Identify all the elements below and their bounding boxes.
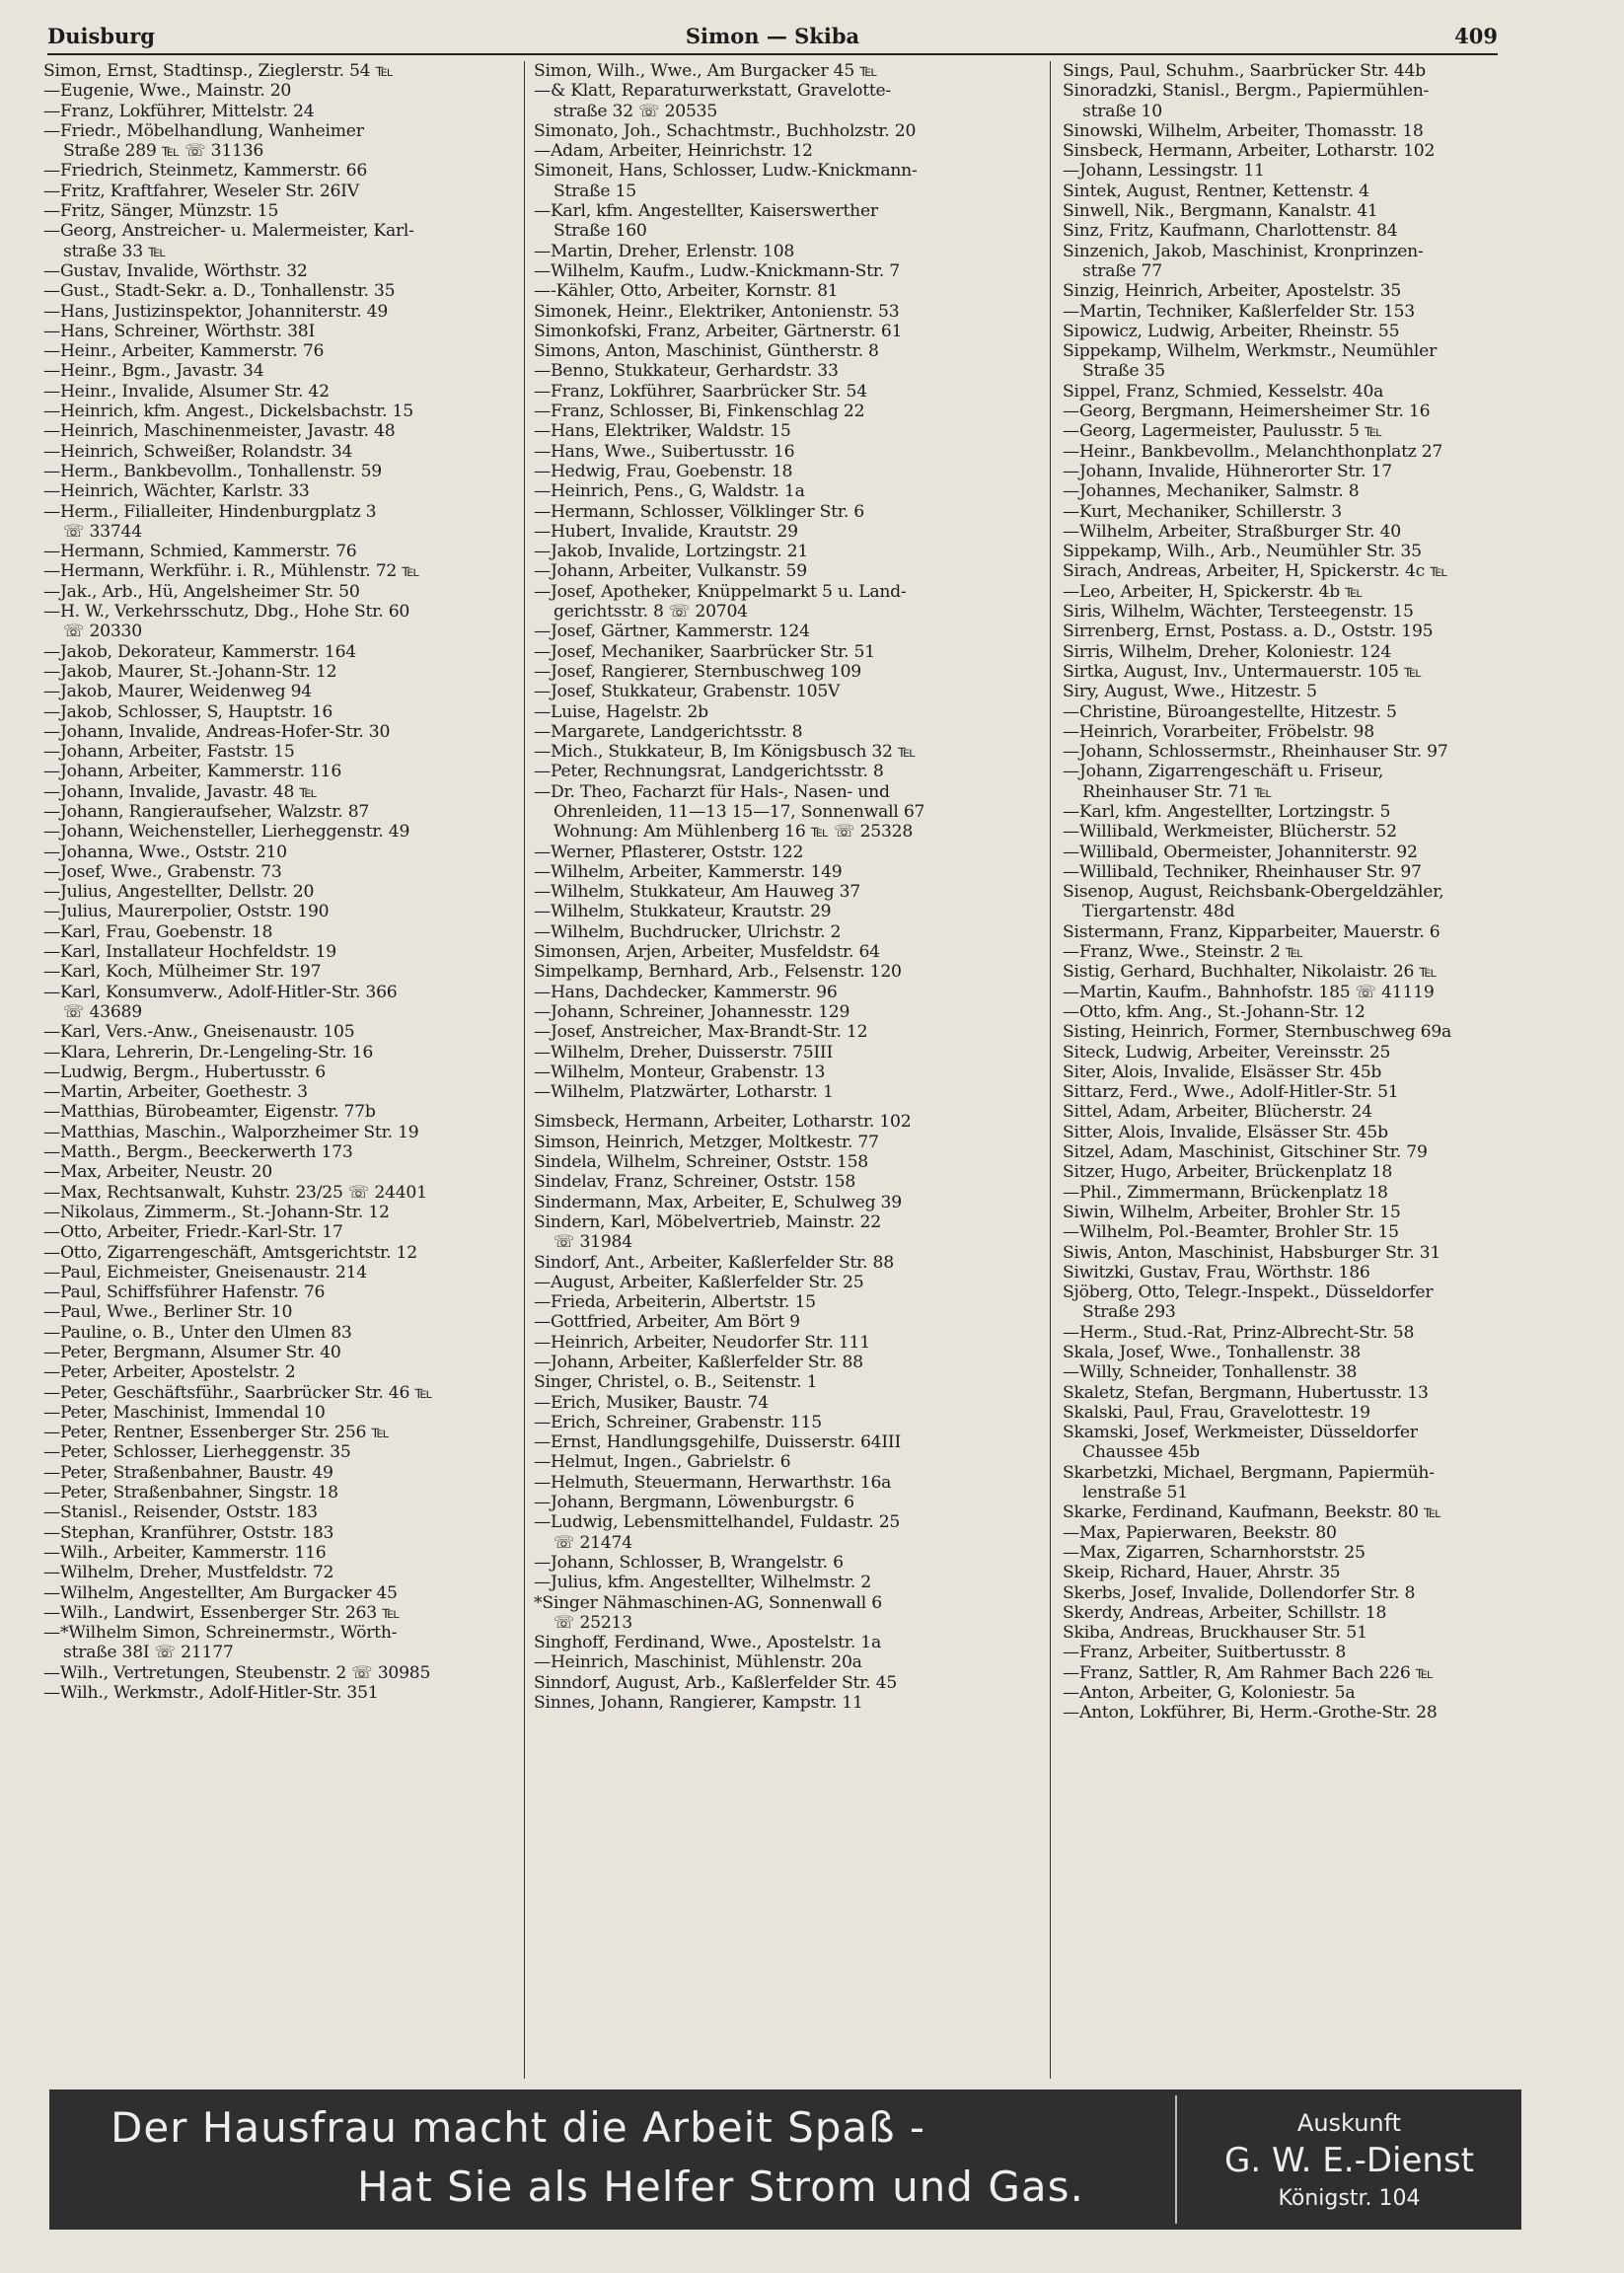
directory-entry: Sinz, Fritz, Kaufmann, Charlottenstr. 84	[1063, 221, 1398, 242]
directory-entry: —Karl, Koch, Mülheimer Str. 197	[43, 962, 322, 983]
directory-entry: —Willy, Schneider, Tonhallenstr. 38	[1063, 1362, 1358, 1383]
directory-entry: —Fritz, Kraftfahrer, Weseler Str. 26IV	[43, 181, 359, 201]
directory-entry: —Josef, Mechaniker, Saarbrücker Str. 51	[534, 641, 875, 662]
directory-entry: *Singer Nähmaschinen-AG, Sonnenwall 6	[534, 1592, 882, 1613]
directory-entry: —Hermann, Schlosser, Völklinger Str. 6	[534, 501, 864, 522]
directory-entry: —Stephan, Kranführer, Oststr. 183	[43, 1522, 334, 1543]
directory-entry: —Herm., Filialleiter, Hindenburgplatz 3	[43, 501, 377, 522]
column-divider	[524, 61, 525, 2079]
directory-entry: —Willibald, Obermeister, Johanniterstr. 92	[1063, 842, 1418, 862]
directory-entry: Sinsbeck, Hermann, Arbeiter, Lotharstr. 102	[1063, 141, 1436, 162]
directory-entry: Sittarz, Ferd., Wwe., Adolf-Hitler-Str. 51	[1063, 1082, 1399, 1103]
advertisement-banner	[49, 2090, 1521, 2230]
directory-entry: Simonsen, Arjen, Arbeiter, Musfeldstr. 64	[534, 942, 880, 963]
ad-slogan-line-1: Der Hausfrau macht die Arbeit Spaß -	[111, 2103, 926, 2152]
directory-entry: —H. W., Verkehrsschutz, Dbg., Hohe Str. 60	[43, 602, 410, 623]
directory-entry: —Mich., Stukkateur, B, Im Königsbusch 32 ℡	[534, 742, 917, 763]
directory-entry: Sinwell, Nik., Bergmann, Kanalstr. 41	[1063, 201, 1378, 222]
directory-entry: —Luise, Hagelstr. 2b	[534, 701, 708, 722]
directory-entry: Simon, Ernst, Stadtinsp., Zieglerstr. 54 ℡	[43, 61, 394, 81]
directory-entry-continuation: ☏ 43689	[63, 1001, 142, 1022]
directory-entry: —Jakob, Schlosser, S, Hauptstr. 16	[43, 701, 333, 722]
directory-entry: —Wilhelm, Arbeiter, Kammerstr. 149	[534, 861, 843, 882]
directory-entry: —Franz, Sattler, R, Am Rahmer Bach 226 ℡	[1063, 1662, 1434, 1683]
directory-entry: Sings, Paul, Schuhm., Saarbrücker Str. 44b	[1063, 61, 1426, 81]
directory-entry-continuation: Straße 293	[1082, 1302, 1176, 1323]
directory-entry: Sitzer, Hugo, Arbeiter, Brückenplatz 18	[1063, 1162, 1393, 1183]
directory-entry: —Stanisl., Reisender, Oststr. 183	[43, 1503, 318, 1523]
directory-entry: —Gust., Stadt-Sekr. a. D., Tonhallenstr. 35	[43, 281, 396, 302]
directory-entry: Siwis, Anton, Maschinist, Habsburger Str. 31	[1063, 1242, 1441, 1263]
directory-entry: Siry, August, Wwe., Hitzestr. 5	[1063, 682, 1317, 702]
directory-entry: —Hans, Dachdecker, Kammerstr. 96	[534, 982, 838, 1002]
header-name-range: Simon — Skiba	[685, 24, 860, 48]
directory-entry: —Wilh., Arbeiter, Kammerstr. 116	[43, 1542, 327, 1563]
directory-entry: Skerbs, Josef, Invalide, Dollendorfer Str. 8	[1063, 1582, 1416, 1603]
directory-entry-continuation: Tiergartenstr. 48d	[1082, 902, 1235, 922]
directory-entry: Sindern, Karl, Möbelvertrieb, Mainstr. 22	[534, 1211, 881, 1232]
column-divider	[1050, 61, 1051, 2079]
directory-entry-continuation: lenstraße 51	[1082, 1483, 1188, 1503]
directory-entry: —Jak., Arb., Hü, Angelsheimer Str. 50	[43, 581, 360, 602]
directory-entry: —Max, Papierwaren, Beekstr. 80	[1063, 1522, 1337, 1543]
directory-entry-continuation: ☏ 20330	[63, 622, 142, 642]
directory-entry: —Franz, Wwe., Steinstr. 2 ℡	[1063, 942, 1304, 963]
directory-entry: —Heinrich, Maschinenmeister, Javastr. 48	[43, 421, 396, 442]
directory-entry: —Franz, Arbeiter, Suitbertusstr. 8	[1063, 1643, 1347, 1663]
directory-entry-continuation: straße 32 ☏ 20535	[554, 101, 718, 121]
directory-entry: —Ernst, Handlungsgehilfe, Duisserstr. 64III	[534, 1432, 901, 1453]
directory-entry: —Kurt, Mechaniker, Schillerstr. 3	[1063, 501, 1342, 522]
directory-entry: Sinzig, Heinrich, Arbeiter, Apostelstr. 35	[1063, 281, 1402, 302]
directory-entry-continuation: ☏ 31984	[554, 1232, 632, 1253]
directory-entry: —Christine, Büroangestellte, Hitzestr. 5	[1063, 701, 1397, 722]
directory-entry: Skeip, Richard, Hauer, Ahrstr. 35	[1063, 1563, 1341, 1583]
directory-entry: —Josef, Rangierer, Sternbuschweg 109	[534, 661, 861, 682]
directory-entry: —Franz, Lokführer, Mittelstr. 24	[43, 101, 315, 121]
directory-entry: —Johann, Arbeiter, Kammerstr. 116	[43, 762, 342, 782]
directory-entry: —Johann, Rangieraufseher, Walzstr. 87	[43, 801, 370, 822]
page-number: 409	[1454, 24, 1498, 48]
directory-entry: —Willibald, Techniker, Rheinhauser Str. 97	[1063, 861, 1422, 882]
directory-entry: Simon, Wilh., Wwe., Am Burgacker 45 ℡	[534, 61, 878, 81]
directory-entry-continuation: Wohnung: Am Mühlenberg 16 ℡ ☏ 25328	[554, 822, 914, 843]
directory-entry: Simonato, Joh., Schachtmstr., Buchholzstr. 20	[534, 120, 917, 141]
directory-entry: —Wilhelm, Kaufm., Ludw.-Knickmann-Str. 7	[534, 260, 900, 281]
directory-entry: —Jakob, Maurer, Weidenweg 94	[43, 682, 312, 702]
directory-entry: Sintek, August, Rentner, Kettenstr. 4	[1063, 181, 1369, 201]
directory-entry: —Johann, Arbeiter, Faststr. 15	[43, 742, 295, 763]
directory-entry: —Hans, Elektriker, Waldstr. 15	[534, 421, 791, 442]
directory-entry: —Adam, Arbeiter, Heinrichstr. 12	[534, 141, 813, 162]
directory-entry: —Heinrich, Maschinist, Mühlenstr. 20a	[534, 1652, 862, 1673]
directory-entry: —Friedrich, Steinmetz, Kammerstr. 66	[43, 161, 368, 182]
directory-entry: —Anton, Arbeiter, G, Koloniestr. 5a	[1063, 1683, 1356, 1704]
directory-entry: Sinzenich, Jakob, Maschinist, Kronprinzen-	[1063, 241, 1424, 261]
directory-entry: —Julius, kfm. Angestellter, Wilhelmstr. 2	[534, 1573, 871, 1593]
directory-entry: Sindorf, Ant., Arbeiter, Kaßlerfelder Str. 88	[534, 1252, 894, 1273]
directory-entry: Sinnes, Johann, Rangierer, Kampstr. 11	[534, 1693, 863, 1714]
directory-entry-continuation: Straße 35	[1082, 361, 1165, 382]
directory-entry: —Peter, Bergmann, Alsumer Str. 40	[43, 1343, 341, 1362]
directory-entry: —& Klatt, Reparaturwerkstatt, Gravelotte-	[534, 81, 891, 102]
directory-entry: Skerdy, Andreas, Arbeiter, Schillstr. 18	[1063, 1602, 1387, 1623]
directory-entry: —Frieda, Arbeiterin, Albertstr. 15	[534, 1292, 816, 1313]
directory-entry-continuation: ☏ 33744	[63, 521, 142, 542]
directory-entry: Skaletz, Stefan, Bergmann, Hubertusstr. 13	[1063, 1382, 1429, 1403]
directory-entry: —Martin, Arbeiter, Goethestr. 3	[43, 1082, 308, 1103]
directory-entry: —Peter, Maschinist, Immendal 10	[43, 1402, 326, 1423]
ad-contact-service: G. W. E.-Dienst	[1224, 2141, 1474, 2180]
directory-entry: Skalski, Paul, Frau, Gravelottestr. 19	[1063, 1402, 1370, 1423]
directory-entry: —Franz, Schlosser, Bi, Finkenschlag 22	[534, 402, 865, 422]
directory-entry: —Gustav, Invalide, Wörthstr. 32	[43, 260, 308, 281]
directory-entry-continuation: Chaussee 45b	[1082, 1442, 1200, 1463]
directory-entry: —Hermann, Schmied, Kammerstr. 76	[43, 542, 357, 562]
directory-entry: —Paul, Schiffsführer Hafenstr. 76	[43, 1283, 326, 1303]
directory-entry: —Jakob, Dekorateur, Kammerstr. 164	[43, 641, 356, 662]
directory-entry: —Heinrich, Schweißer, Rolandstr. 34	[43, 441, 353, 462]
directory-entry: —Matthias, Bürobeamter, Eigenstr. 77b	[43, 1102, 376, 1123]
directory-entry: —Wilh., Vertretungen, Steubenstr. 2 ☏ 30985	[43, 1662, 431, 1683]
header-city: Duisburg	[47, 24, 155, 48]
directory-entry: —Johann, Arbeiter, Kaßlerfelder Str. 88	[534, 1353, 863, 1372]
directory-entry-continuation: straße 33 ℡	[63, 241, 167, 261]
directory-entry: —Johann, Lessingstr. 11	[1063, 161, 1265, 182]
directory-entry: Sipowicz, Ludwig, Arbeiter, Rheinstr. 55	[1063, 321, 1400, 341]
directory-entry: —Heinrich, kfm. Angest., Dickelsbachstr. 15	[43, 402, 413, 422]
directory-entry: Skarbetzki, Michael, Bergmann, Papiermüh-	[1063, 1462, 1435, 1483]
directory-entry-continuation: Straße 289 ℡ ☏ 31136	[63, 141, 264, 162]
directory-entry: —Margarete, Landgerichtsstr. 8	[534, 721, 803, 742]
directory-entry: —Matthias, Maschin., Walporzheimer Str. 19	[43, 1122, 419, 1142]
ad-contact-address: Königstr. 104	[1278, 2186, 1421, 2211]
directory-entry-continuation: straße 38I ☏ 21177	[63, 1643, 234, 1663]
directory-entry: —Wilhelm, Platzwärter, Lotharstr. 1	[534, 1082, 834, 1103]
directory-entry: Singer, Christel, o. B., Seitenstr. 1	[534, 1372, 818, 1393]
directory-entry: —Karl, kfm. Angestellter, Kaiserswerther	[534, 201, 878, 222]
directory-entry: —Wilhelm, Stukkateur, Krautstr. 29	[534, 902, 832, 922]
directory-entry: Sitter, Alois, Invalide, Elsässer Str. 45b	[1063, 1122, 1388, 1142]
directory-entry: —Karl, Konsumverw., Adolf-Hitler-Str. 366	[43, 982, 398, 1002]
directory-entry: —Max, Rechtsanwalt, Kuhstr. 23/25 ☏ 24401	[43, 1182, 427, 1203]
directory-entry-continuation: ☏ 21474	[554, 1532, 632, 1553]
directory-entry: Sippel, Franz, Schmied, Kesselstr. 40a	[1063, 381, 1384, 402]
directory-entry: —Helmuth, Steuermann, Herwarthstr. 16a	[534, 1472, 892, 1493]
directory-entry: —Johann, Arbeiter, Vulkanstr. 59	[534, 561, 807, 582]
directory-entry: Sitzel, Adam, Maschinist, Gitschiner Str. 79	[1063, 1142, 1428, 1163]
directory-entry: —Martin, Kaufm., Bahnhofstr. 185 ☏ 41119	[1063, 982, 1435, 1002]
directory-entry: —Matth., Bergm., Beeckerwerth 173	[43, 1142, 353, 1163]
directory-column-1	[43, 61, 515, 2084]
directory-entry: —Wilhelm, Pol.-Beamter, Brohler Str. 15	[1063, 1222, 1399, 1243]
directory-entry: —Wilhelm, Monteur, Grabenstr. 13	[534, 1062, 826, 1082]
directory-entry: —Gottfried, Arbeiter, Am Bört 9	[534, 1312, 800, 1333]
directory-entry: Sirris, Wilhelm, Dreher, Koloniestr. 124	[1063, 641, 1392, 662]
directory-entry: Skala, Josef, Wwe., Tonhallenstr. 38	[1063, 1343, 1361, 1362]
directory-entry: —Karl, Vers.-Anw., Gneisenaustr. 105	[43, 1022, 355, 1043]
directory-entry: Skarke, Ferdinand, Kaufmann, Beekstr. 80 ℡	[1063, 1503, 1442, 1523]
page-header	[47, 20, 1498, 55]
directory-entry: —Franz, Lokführer, Saarbrücker Str. 54	[534, 381, 867, 402]
directory-entry: —Johann, Schlossermstr., Rheinhauser Str. 97	[1063, 742, 1448, 763]
directory-entry: —Paul, Eichmeister, Gneisenaustr. 214	[43, 1262, 367, 1283]
ad-contact-label: Auskunft	[1296, 2109, 1402, 2137]
directory-entry-continuation: Ohrenleiden, 11—13 15—17, Sonnenwall 67	[554, 801, 925, 822]
directory-entry: —Heinrich, Pens., G, Waldstr. 1a	[534, 481, 805, 502]
directory-entry: —Georg, Anstreicher- u. Malermeister, Karl-	[43, 221, 414, 242]
directory-entry: —Karl, kfm. Angestellter, Lortzingstr. 5	[1063, 801, 1391, 822]
directory-entry: Siter, Alois, Invalide, Elsässer Str. 45b	[1063, 1062, 1382, 1082]
directory-entry: —Hedwig, Frau, Goebenstr. 18	[534, 461, 793, 481]
ad-slogan-line-2: Hat Sie als Helfer Strom und Gas.	[357, 2163, 1084, 2211]
directory-entry: —Wilhelm, Dreher, Duisserstr. 75III	[534, 1042, 834, 1063]
directory-entry: Sindelav, Franz, Schreiner, Oststr. 158	[534, 1172, 855, 1193]
directory-entry: —Wilhelm, Dreher, Mustfeldstr. 72	[43, 1563, 334, 1583]
directory-entry: —Otto, Arbeiter, Friedr.-Karl-Str. 17	[43, 1222, 343, 1243]
directory-entry: Simonek, Heinr., Elektriker, Antonienstr. 53	[534, 301, 900, 322]
directory-entry: Sjöberg, Otto, Telegr.-Inspekt., Düsseldorfer	[1063, 1283, 1434, 1303]
directory-entry: —Julius, Maurerpolier, Oststr. 190	[43, 902, 330, 922]
directory-entry: —Johann, Schreiner, Johannesstr. 129	[534, 1001, 850, 1022]
directory-entry: —Johann, Schlosser, B, Wrangelstr. 6	[534, 1552, 844, 1573]
directory-entry: —Wilhelm, Arbeiter, Straßburger Str. 40	[1063, 521, 1401, 542]
directory-entry: Siteck, Ludwig, Arbeiter, Vereinsstr. 25	[1063, 1042, 1391, 1063]
directory-entry: —Josef, Anstreicher, Max-Brandt-Str. 12	[534, 1022, 868, 1043]
directory-entry: Simsbeck, Hermann, Arbeiter, Lotharstr. 102	[534, 1112, 912, 1133]
directory-entry: —-Kähler, Otto, Arbeiter, Kornstr. 81	[534, 281, 839, 302]
directory-entry-continuation: Straße 15	[554, 181, 636, 201]
directory-entry: —Peter, Straßenbahner, Singstr. 18	[43, 1483, 338, 1503]
directory-entry: —Werner, Pflasterer, Oststr. 122	[534, 842, 804, 862]
ad-contact	[1177, 2090, 1521, 2230]
directory-entry: —Martin, Dreher, Erlenstr. 108	[534, 241, 795, 261]
directory-entry: Skiba, Andreas, Bruckhauser Str. 51	[1063, 1623, 1367, 1644]
directory-entry: —Johanna, Wwe., Oststr. 210	[43, 842, 287, 862]
directory-entry: —August, Arbeiter, Kaßlerfelder Str. 25	[534, 1272, 864, 1292]
directory-entry: —Wilhelm, Stukkateur, Am Hauweg 37	[534, 882, 860, 903]
directory-entry: —Leo, Arbeiter, H, Spickerstr. 4b ℡	[1063, 581, 1364, 602]
directory-column-3	[1063, 61, 1526, 2084]
directory-entry: Simoneit, Hans, Schlosser, Ludw.-Knickmann-	[534, 161, 918, 182]
directory-entry: —Josef, Apotheker, Knüppelmarkt 5 u. Land-	[534, 581, 907, 602]
directory-entry: —Herm., Stud.-Rat, Prinz-Albrecht-Str. 58	[1063, 1322, 1415, 1343]
directory-entry: —Johann, Weichensteller, Lierheggenstr. 49	[43, 822, 410, 843]
directory-column-2	[534, 61, 1002, 2084]
directory-entry: —Johannes, Mechaniker, Salmstr. 8	[1063, 481, 1360, 502]
directory-entry: —Hans, Schreiner, Wörthstr. 38I	[43, 321, 316, 341]
directory-entry: Simons, Anton, Maschinist, Güntherstr. 8	[534, 341, 879, 362]
directory-entry: Sippekamp, Wilhelm, Werkmstr., Neumühler	[1063, 341, 1438, 362]
directory-entry: Simpelkamp, Bernhard, Arb., Felsenstr. 120	[534, 962, 902, 983]
directory-entry: —Wilh., Werkmstr., Adolf-Hitler-Str. 351	[43, 1683, 379, 1704]
directory-entry: —Johann, Invalide, Hühnerorter Str. 17	[1063, 461, 1392, 481]
directory-entry: —Peter, Straßenbahner, Baustr. 49	[43, 1462, 333, 1483]
directory-entry: —Benno, Stukkateur, Gerhardstr. 33	[534, 361, 839, 382]
directory-entry: —Georg, Lagermeister, Paulusstr. 5 ℡	[1063, 421, 1383, 442]
directory-entry: —Max, Zigarren, Scharnhorststr. 25	[1063, 1542, 1366, 1563]
directory-entry: —Jakob, Maurer, St.-Johann-Str. 12	[43, 661, 337, 682]
directory-entry: —Johann, Invalide, Javastr. 48 ℡	[43, 781, 318, 802]
ad-slogan	[49, 2090, 1174, 2230]
directory-entry: —Phil., Zimmermann, Brückenplatz 18	[1063, 1182, 1388, 1203]
directory-entry: —Eugenie, Wwe., Mainstr. 20	[43, 81, 292, 102]
directory-entry: —Herm., Bankbevollm., Tonhallenstr. 59	[43, 461, 382, 481]
directory-entry: —Dr. Theo, Facharzt für Hals-, Nasen- und	[534, 781, 890, 802]
directory-entry: —Wilhelm, Angestellter, Am Burgacker 45	[43, 1582, 398, 1603]
directory-entry: Sisenop, August, Reichsbank-Obergeldzähler,	[1063, 882, 1444, 903]
directory-entry: —Josef, Gärtner, Kammerstr. 124	[534, 622, 810, 642]
directory-entry: Sirrenberg, Ernst, Postass. a. D., Oststr. 195	[1063, 622, 1434, 642]
directory-entry-continuation: straße 77	[1082, 260, 1162, 281]
directory-entry: Sinndorf, August, Arb., Kaßlerfelder Str. 45	[534, 1672, 898, 1693]
directory-entry: Sittel, Adam, Arbeiter, Blücherstr. 24	[1063, 1102, 1372, 1123]
directory-entry: —Erich, Musiker, Baustr. 74	[534, 1392, 769, 1413]
directory-entry-continuation: ☏ 25213	[554, 1612, 632, 1633]
directory-entry: Sindermann, Max, Arbeiter, E, Schulweg 39	[534, 1192, 902, 1212]
directory-entry: —Willibald, Werkmeister, Blücherstr. 52	[1063, 822, 1397, 843]
directory-entry: —Karl, Frau, Goebenstr. 18	[43, 921, 273, 942]
directory-entry: —Klara, Lehrerin, Dr.-Lengeling-Str. 16	[43, 1042, 374, 1063]
directory-entry: —Julius, Angestellter, Dellstr. 20	[43, 882, 315, 903]
directory-entry: —Friedr., Möbelhandlung, Wanheimer	[43, 120, 364, 141]
directory-entry: Sirach, Andreas, Arbeiter, H, Spickerstr. 4c ℡	[1063, 561, 1448, 582]
directory-entry: —Johann, Zigarrengeschäft u. Friseur,	[1063, 762, 1384, 782]
directory-entry: —Josef, Stukkateur, Grabenstr. 105V	[534, 682, 841, 702]
directory-entry: —Karl, Installateur Hochfeldstr. 19	[43, 942, 336, 963]
directory-entry: —Wilh., Landwirt, Essenberger Str. 263 ℡	[43, 1602, 401, 1623]
directory-entry: Siwitzki, Gustav, Frau, Wörthstr. 186	[1063, 1262, 1370, 1283]
directory-entry: Sindela, Wilhelm, Schreiner, Oststr. 158	[534, 1152, 868, 1173]
directory-entry: —Peter, Rechnungsrat, Landgerichtsstr. 8	[534, 762, 884, 782]
directory-entry: —Otto, Zigarrengeschäft, Amtsgerichtstr. 12	[43, 1242, 417, 1263]
directory-entry: Sippekamp, Wilh., Arb., Neumühler Str. 35	[1063, 542, 1422, 562]
directory-entry: Singhoff, Ferdinand, Wwe., Apostelstr. 1a	[534, 1633, 881, 1653]
directory-entry: Siwin, Wilhelm, Arbeiter, Brohler Str. 15	[1063, 1202, 1401, 1222]
directory-entry: —Georg, Bergmann, Heimersheimer Str. 16	[1063, 402, 1431, 422]
directory-entry: —Josef, Wwe., Grabenstr. 73	[43, 861, 282, 882]
directory-entry-continuation: Straße 160	[554, 221, 647, 242]
directory-entry: —Johann, Invalide, Andreas-Hofer-Str. 30	[43, 721, 391, 742]
directory-entry: —Heinrich, Arbeiter, Neudorfer Str. 111	[534, 1332, 870, 1353]
directory-entry: —Heinr., Arbeiter, Kammerstr. 76	[43, 341, 325, 362]
directory-entry: —Peter, Arbeiter, Apostelstr. 2	[43, 1362, 296, 1383]
directory-entry: Sinoradzki, Stanisl., Bergm., Papiermühlen-	[1063, 81, 1430, 102]
directory-entry: —Pauline, o. B., Unter den Ulmen 83	[43, 1322, 352, 1343]
directory-entry: Skamski, Josef, Werkmeister, Düsseldorfer	[1063, 1423, 1418, 1443]
directory-entry: —Heinrich, Vorarbeiter, Fröbelstr. 98	[1063, 721, 1374, 742]
directory-entry-continuation: straße 10	[1082, 101, 1162, 121]
directory-entry: —Erich, Schreiner, Grabenstr. 115	[534, 1412, 822, 1432]
directory-entry: —Max, Arbeiter, Neustr. 20	[43, 1162, 272, 1183]
directory-entry: Simonkofski, Franz, Arbeiter, Gärtnerstr. 61	[534, 321, 903, 341]
directory-entry: —Otto, kfm. Ang., St.-Johann-Str. 12	[1063, 1001, 1366, 1022]
directory-entry: —Wilhelm, Buchdrucker, Ulrichstr. 2	[534, 921, 842, 942]
directory-entry: —Jakob, Invalide, Lortzingstr. 21	[534, 542, 809, 562]
directory-entry: Sistig, Gerhard, Buchhalter, Nikolaistr. 26 ℡	[1063, 962, 1438, 983]
directory-entry: —Heinr., Invalide, Alsumer Str. 42	[43, 381, 330, 402]
directory-entry: —Peter, Geschäftsführ., Saarbrücker Str. 46 ℡	[43, 1382, 433, 1403]
directory-entry: —Peter, Schlosser, Lierheggenstr. 35	[43, 1442, 351, 1463]
directory-entry: —Peter, Rentner, Essenberger Str. 256 ℡	[43, 1423, 390, 1443]
directory-entry: —Helmut, Ingen., Gabrielstr. 6	[534, 1452, 791, 1473]
directory-entry: —Paul, Wwe., Berliner Str. 10	[43, 1302, 293, 1323]
directory-entry: Sirtka, August, Inv., Untermauerstr. 105 ℡	[1063, 661, 1423, 682]
directory-entry: —Hubert, Invalide, Krautstr. 29	[534, 521, 798, 542]
directory-entry: Sistermann, Franz, Kipparbeiter, Mauerstr. 6	[1063, 921, 1440, 942]
directory-entry: Sinowski, Wilhelm, Arbeiter, Thomasstr. 18	[1063, 120, 1424, 141]
directory-entry: Simson, Heinrich, Metzger, Moltkestr. 77	[534, 1132, 879, 1152]
directory-entry: —Heinr., Bankbevollm., Melanchthonplatz 27	[1063, 441, 1443, 462]
directory-entry: —Hermann, Werkführ. i. R., Mühlenstr. 72 ℡	[43, 561, 420, 582]
directory-entry: —Ludwig, Lebensmittelhandel, Fuldastr. 25	[534, 1512, 901, 1533]
directory-entry: —Johann, Bergmann, Löwenburgstr. 6	[534, 1493, 854, 1513]
directory-entry-continuation: Rheinhauser Str. 71 ℡	[1082, 781, 1273, 802]
directory-entry: —Hans, Justizinspektor, Johanniterstr. 49	[43, 301, 389, 322]
directory-entry-continuation: gerichtsstr. 8 ☏ 20704	[554, 602, 748, 623]
directory-entry: —Fritz, Sänger, Münzstr. 15	[43, 201, 279, 222]
directory-entry: —Heinr., Bgm., Javastr. 34	[43, 361, 264, 382]
directory-entry: Sisting, Heinrich, Former, Sternbuschweg 69a	[1063, 1022, 1452, 1043]
directory-entry: —*Wilhelm Simon, Schreinermstr., Wörth-	[43, 1623, 398, 1644]
directory-entry: —Hans, Wwe., Suibertusstr. 16	[534, 441, 795, 462]
directory-entry: —Heinrich, Wächter, Karlstr. 33	[43, 481, 310, 502]
directory-entry: —Martin, Techniker, Kaßlerfelder Str. 153	[1063, 301, 1415, 322]
directory-entry: —Anton, Lokführer, Bi, Herm.-Grothe-Str. 28	[1063, 1703, 1438, 1723]
directory-entry: —Nikolaus, Zimmerm., St.-Johann-Str. 12	[43, 1202, 390, 1222]
directory-entry: —Ludwig, Bergm., Hubertusstr. 6	[43, 1062, 326, 1082]
directory-entry: Siris, Wilhelm, Wächter, Tersteegenstr. 15	[1063, 602, 1414, 623]
